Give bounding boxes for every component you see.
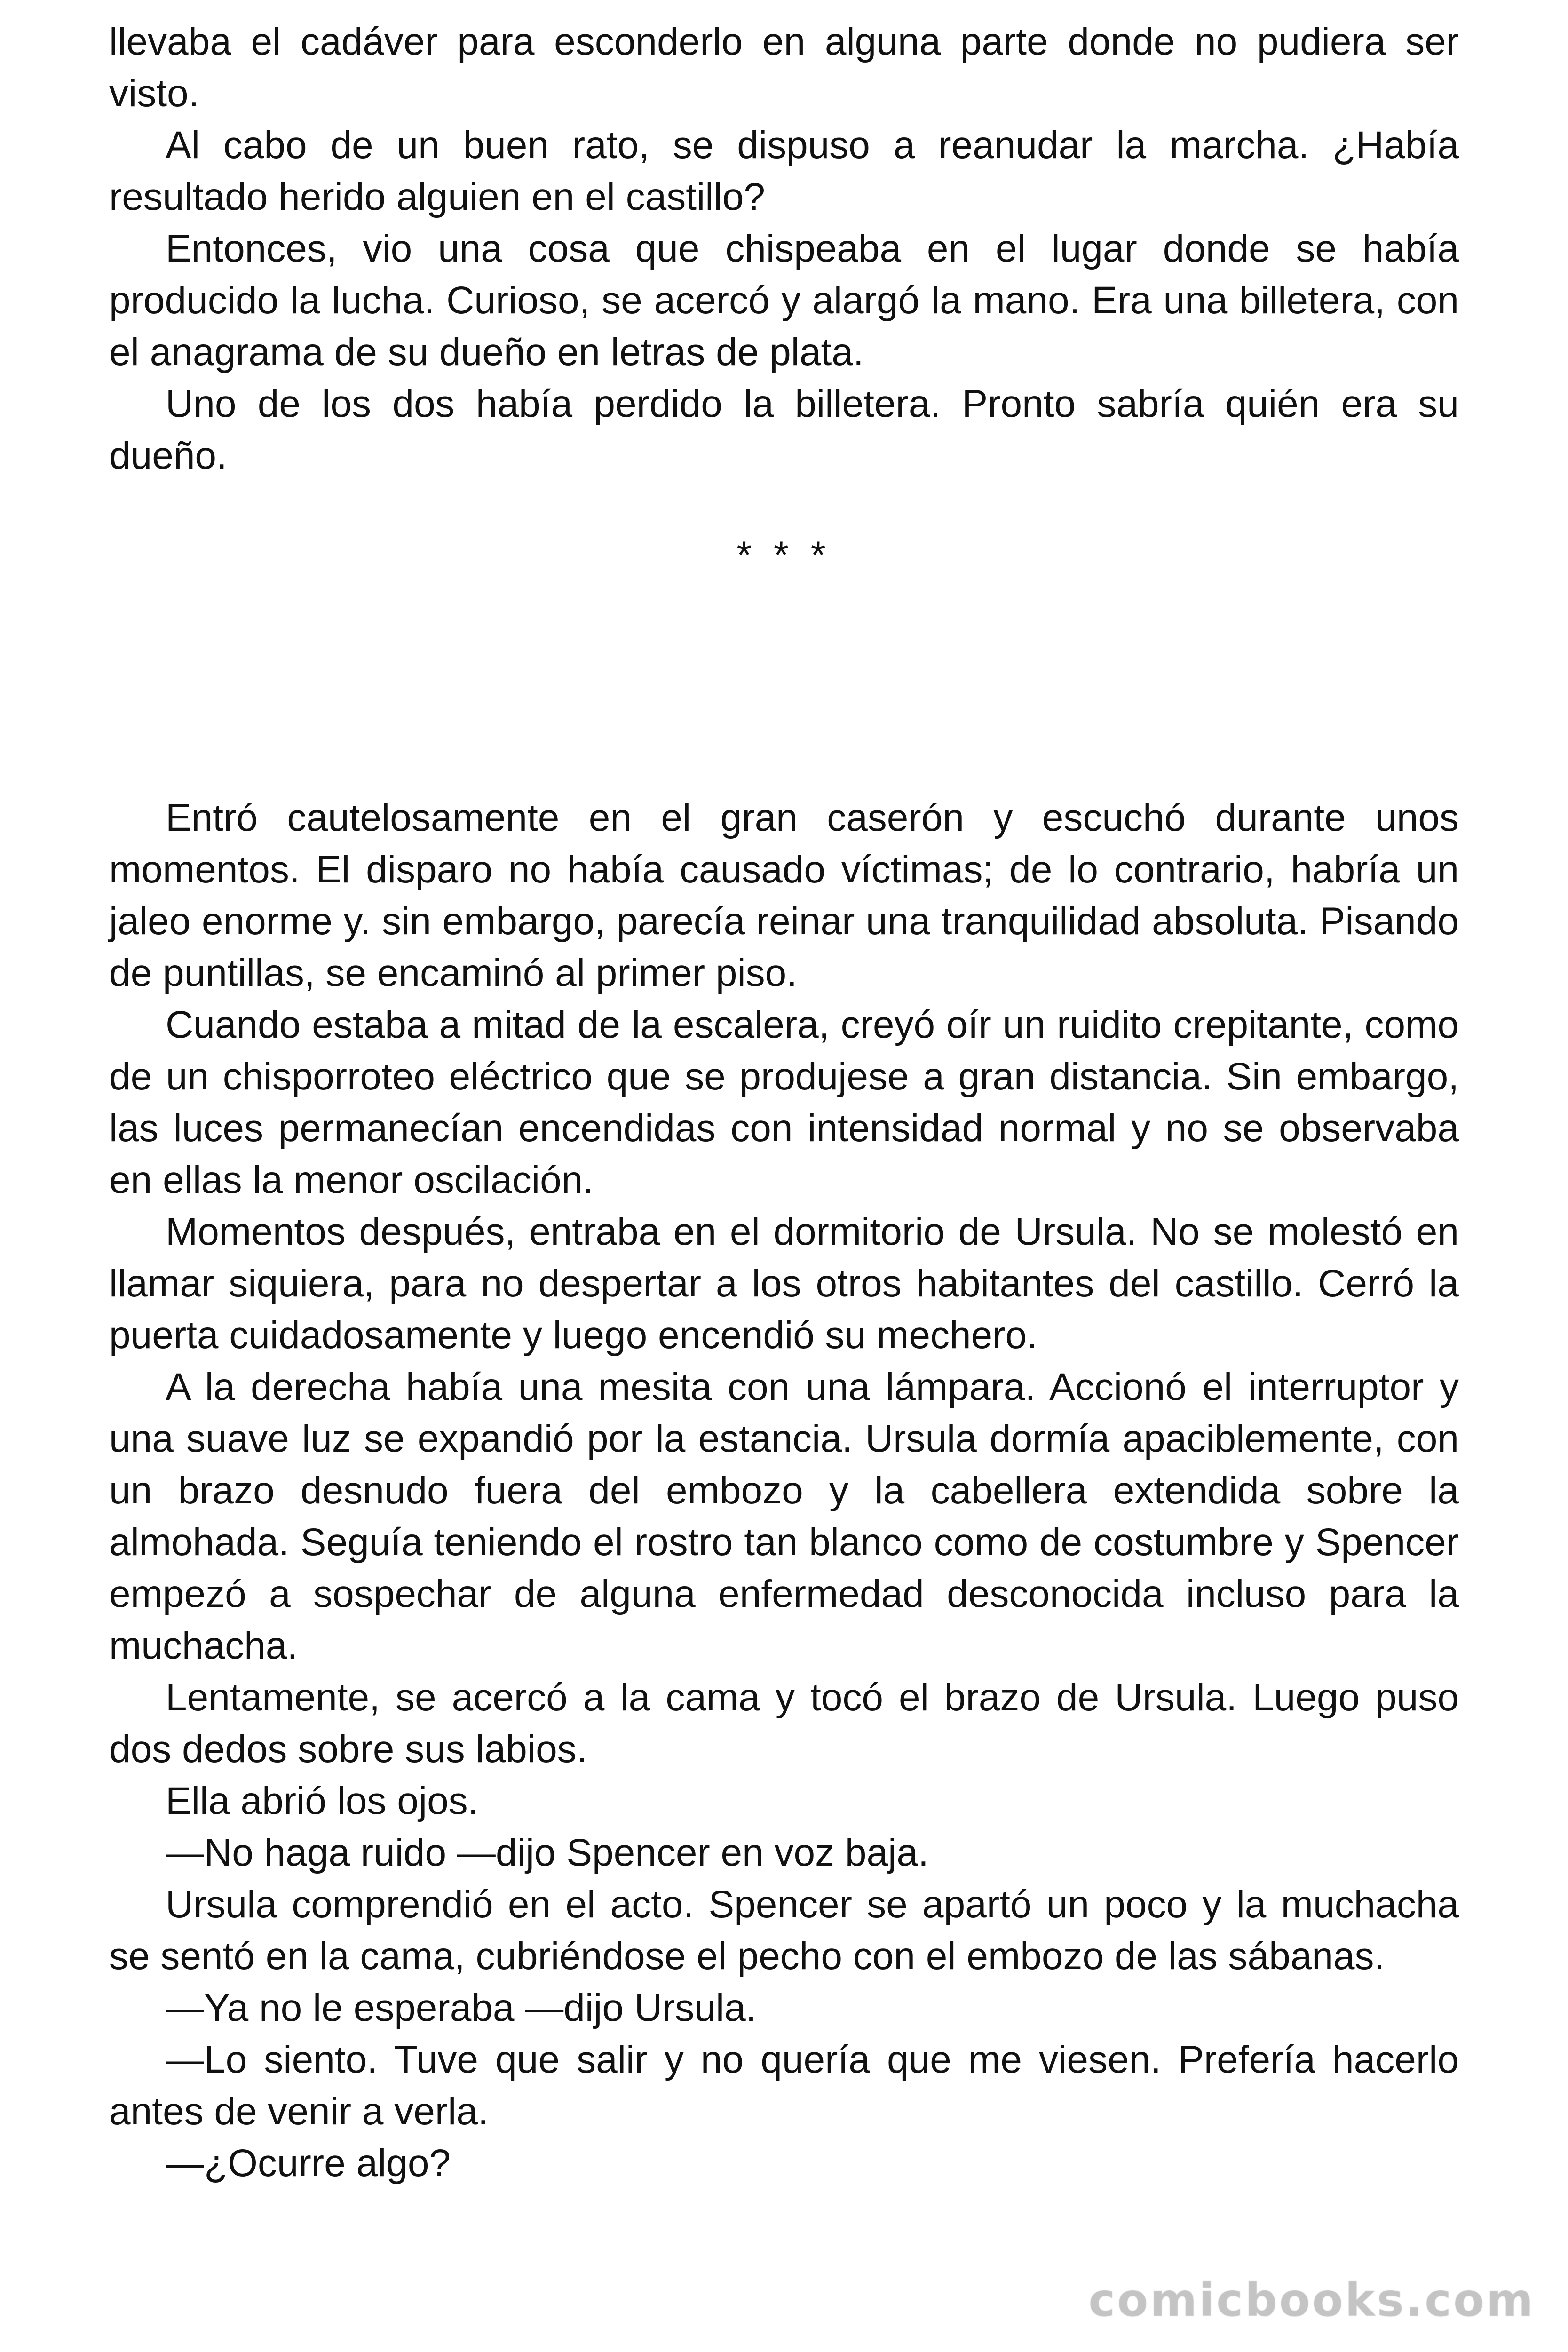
paragraph: Ursula comprendió en el acto. Spencer se apartó un poco y la muchacha se sentó en la cama, cubriéndose el pecho con el embozo de las sábanas.: [109, 1883, 1459, 1978]
paragraph: Entonces, vio una cosa que chispeaba en el lugar donde se había producido la lucha. Curioso, se acercó y alargó la mano. Era una billetera, con el anagrama de su dueño en letras de plata.: [109, 227, 1459, 373]
paragraph: Al cabo de un buen rato, se dispuso a reanudar la marcha. ¿Había resultado herido alguien en el castillo?: [109, 124, 1459, 218]
paragraph: Entró cautelosamente en el gran caserón y escuchó durante unos momentos. El disparo no había causado víctimas; de lo contrario, habría un jaleo enorme y. sin embargo, parecía reinar una tranquilidad absoluta. Pisando de puntillas, se encaminó al primer piso.: [109, 796, 1459, 994]
section-separator: * * *: [736, 534, 832, 577]
paragraph: llevaba el cadáver para esconderlo en alguna parte donde no pudiera ser visto.: [109, 20, 1459, 115]
paragraph: Lentamente, se acercó a la cama y tocó el brazo de Ursula. Luego puso dos dedos sobre sus labios.: [109, 1676, 1459, 1771]
book-page: [109, 16, 1459, 2189]
paragraph: Momentos después, entraba en el dormitorio de Ursula. No se molestó en llamar siquiera, para no despertar a los otros habitantes del castillo. Cerró la puerta cuidadosamente y luego encendió su mechero.: [109, 1210, 1459, 1357]
paragraph: —¿Ocurre algo?: [166, 2142, 451, 2185]
paragraph: A la derecha había una mesita con una lámpara. Accionó el interruptor y una suave luz se expandió por la estancia. Ursula dormía apaciblemente, con un brazo desnudo fuera del embozo y la cabellera extendida sobre la almohada. Seguía teniendo el rostro tan blanco como de costumbre y Spencer empezó a sospechar de alguna enfermedad desconocida incluso para la muchacha.: [109, 1366, 1459, 1667]
paragraph: —Ya no le esperaba —dijo Ursula.: [166, 1986, 757, 2029]
paragraph: Uno de los dos había perdido la billetera. Pronto sabría quién era su dueño.: [109, 382, 1459, 477]
paragraph: Ella abrió los ojos.: [166, 1780, 479, 1822]
paragraph: —Lo siento. Tuve que salir y no quería que me viesen. Prefería hacerlo antes de venir a verla.: [109, 2038, 1459, 2133]
watermark-text: comicbooks.com: [1088, 2274, 1535, 2327]
paragraph: —No haga ruido —dijo Spencer en voz baja.: [166, 1831, 929, 1874]
text-block-bottom: [109, 792, 1459, 2189]
text-block-top: [109, 16, 1459, 482]
paragraph: Cuando estaba a mitad de la escalera, creyó oír un ruidito crepitante, como de un chisporroteo eléctrico que se produjese a gran distancia. Sin embargo, las luces permanecían encendidas con intensidad normal y no se observaba en ellas la menor oscilación.: [109, 1003, 1459, 1201]
